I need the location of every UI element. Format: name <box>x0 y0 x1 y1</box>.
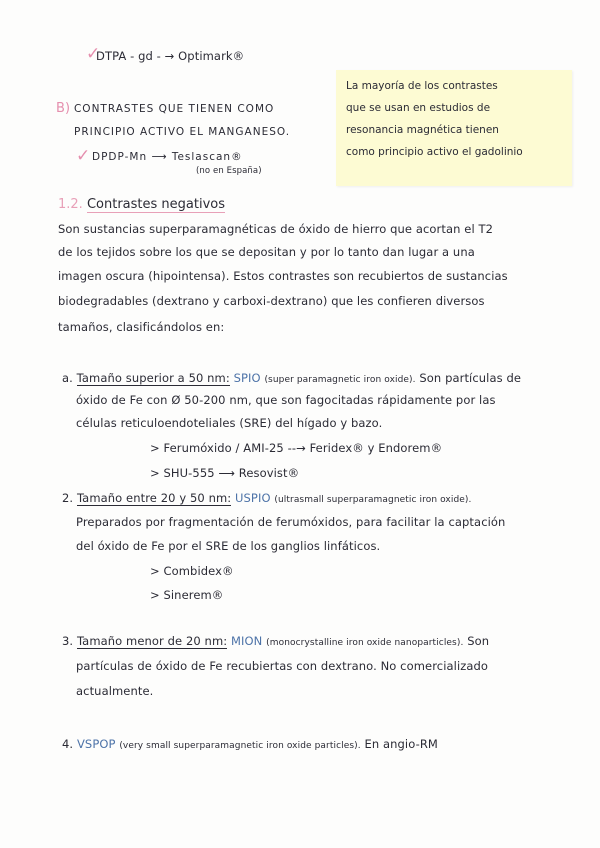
list-item-line: óxido de Fe con Ø 50-200 nm, que son fagocitadas rápidamente por las <box>76 393 496 407</box>
list-item-heading <box>62 634 489 648</box>
section-number: 1.2. <box>58 197 83 212</box>
section-title: Contrastes negativos <box>86 197 225 212</box>
check-mark-icon-2: ✓ <box>76 146 91 166</box>
paragraph-line: tamaños, clasificándolos en: <box>58 320 225 334</box>
sticky-note <box>336 70 572 186</box>
list-item-heading <box>62 371 521 385</box>
item-code: SPIO <box>233 371 261 385</box>
optimark-line: DTPA - gd - → Optimark® <box>96 49 245 63</box>
item-number: 4. <box>62 737 74 751</box>
item-code-expl: (very small superparamagnetic iron oxide particles). <box>119 741 361 751</box>
item-code: USPIO <box>235 491 271 505</box>
note-line: que se usan en estudios de <box>346 102 491 114</box>
item-rest: En angio-RM <box>364 737 438 751</box>
section-b-label: B) <box>56 101 71 116</box>
item-code-expl: (monocrystalline iron oxide nanoparticles). <box>266 638 464 648</box>
item-code-expl: (ultrasmall superparamagnetic iron oxide). <box>274 495 472 505</box>
list-item-line: actualmente. <box>76 684 154 698</box>
not-in-spain-note: (no en España) <box>196 166 262 176</box>
list-item-line: células reticuloendoteliales (SRE) del hígado y bazo. <box>76 416 383 430</box>
list-item-line: Preparados por fragmentación de ferumóxidos, para facilitar la captación <box>76 515 506 529</box>
item-code-expl: (super paramagnetic iron oxide). <box>264 375 416 385</box>
item-code: VSPOP <box>76 737 116 751</box>
teslascan-line: DPDP-Mn ⟶ Teslascan® <box>92 151 243 163</box>
paragraph-line: Son sustancias superparamagnéticas de óxido de hierro que acortan el T2 <box>58 222 494 236</box>
list-item-heading <box>62 491 471 505</box>
paragraph-line: de los tejidos sobre los que se depositan y por lo tanto dan lugar a una <box>58 245 475 259</box>
paragraph-line: imagen oscura (hipointensa). Estos contrastes son recubiertos de sustancias <box>58 269 508 283</box>
note-line: como principio activo el gadolinio <box>346 146 523 158</box>
list-item-sub: > Ferumóxido / AMI-25 --→ Feridex® y Endorem® <box>150 441 443 455</box>
item-head: Tamaño menor de 20 nm: <box>76 634 228 648</box>
list-item-sub: > Combidex® <box>150 564 234 578</box>
item-head: Tamaño superior a 50 nm: <box>76 371 230 385</box>
section-heading <box>58 197 225 212</box>
check-mark-icon: ✓ <box>86 44 101 64</box>
section-b-line2: PRINCIPIO ACTIVO EL MANGANESO. <box>74 126 291 138</box>
item-number: 3. <box>62 634 74 648</box>
item-number: 2. <box>62 491 74 505</box>
note-line: La mayoría de los contrastes <box>346 80 498 92</box>
list-item-line: partículas de óxido de Fe recubiertas con dextrano. No comercializado <box>76 659 489 673</box>
section-b-heading <box>56 101 274 116</box>
item-head: Tamaño entre 20 y 50 nm: <box>76 491 232 505</box>
note-line: resonancia magnética tienen <box>346 124 499 136</box>
section-b-line1: CONTRASTES QUE TIENEN COMO <box>73 103 275 115</box>
list-item-heading <box>62 737 438 751</box>
item-number: a. <box>62 371 73 385</box>
item-rest: Son <box>467 634 490 648</box>
list-item-line: del óxido de Fe por el SRE de los ganglios linfáticos. <box>76 539 381 553</box>
item-code: MION <box>231 634 263 648</box>
list-item-sub: > SHU-555 ⟶ Resovist® <box>150 466 300 480</box>
paragraph-line: biodegradables (dextrano y carboxi-dextrano) que les confieren diversos <box>58 294 485 308</box>
list-item-sub: > Sinerem® <box>150 588 224 602</box>
item-rest: Son partículas de <box>419 371 522 385</box>
